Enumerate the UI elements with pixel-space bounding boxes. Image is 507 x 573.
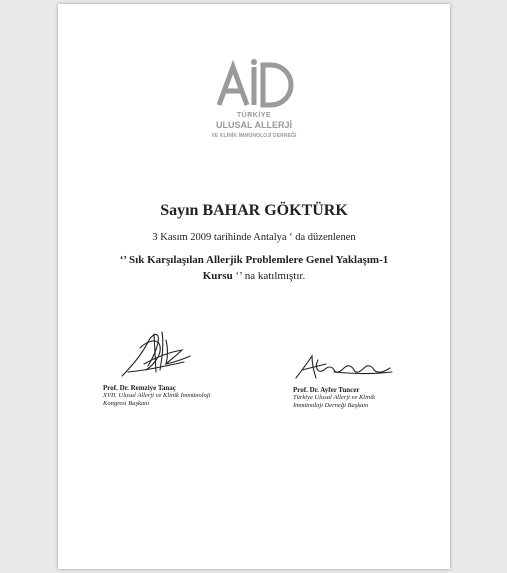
signatory-left bbox=[103, 384, 253, 408]
course-word: Kursu bbox=[202, 270, 233, 282]
logo-text-line1: TÜRKİYE bbox=[236, 112, 272, 119]
course-title-continued bbox=[58, 270, 450, 282]
aid-logo-mark bbox=[213, 59, 295, 109]
recipient-name: Sayın BAHAR GÖKTÜRK bbox=[160, 202, 348, 219]
signatory-right-name: Prof. Dr. Ayfer Tuncer bbox=[293, 386, 360, 394]
signature-left bbox=[118, 326, 198, 382]
certificate-page bbox=[58, 4, 450, 569]
logo-text-line2: ULUSAL ALLERJİ bbox=[215, 120, 292, 130]
signatory-left-name: Prof. Dr. Remziye Tanaç bbox=[103, 384, 176, 392]
course-suffix: ‘’ na katılmıştır. bbox=[232, 270, 306, 282]
signatory-left-role-line2: Kongresi Başkanı bbox=[103, 400, 150, 408]
event-line: 3 Kasım 2009 tarihinde Antalya ‘ da düzenlenen bbox=[152, 232, 356, 243]
aid-logo bbox=[196, 59, 312, 147]
signatory-left-role-line1: XVII. Ulusal Allerji ve Klinik İmmünoloji bbox=[103, 392, 211, 399]
signatory-right-role-line2: İmmünoloji Derneği Başkanı bbox=[293, 402, 369, 410]
course-title: ‘’ Sık Karşılaşılan Allerjik Problemlere Genel Yaklaşım-1 bbox=[119, 254, 389, 266]
signatory-right-role-line1: Türkiye Ulusal Allerji ve Klinik bbox=[293, 394, 375, 401]
signatory-right bbox=[293, 386, 423, 410]
logo-text-line3: VE KLİNİK İMMÜNOLOJİ DERNEĞİ bbox=[211, 133, 297, 139]
signature-right bbox=[294, 352, 394, 382]
